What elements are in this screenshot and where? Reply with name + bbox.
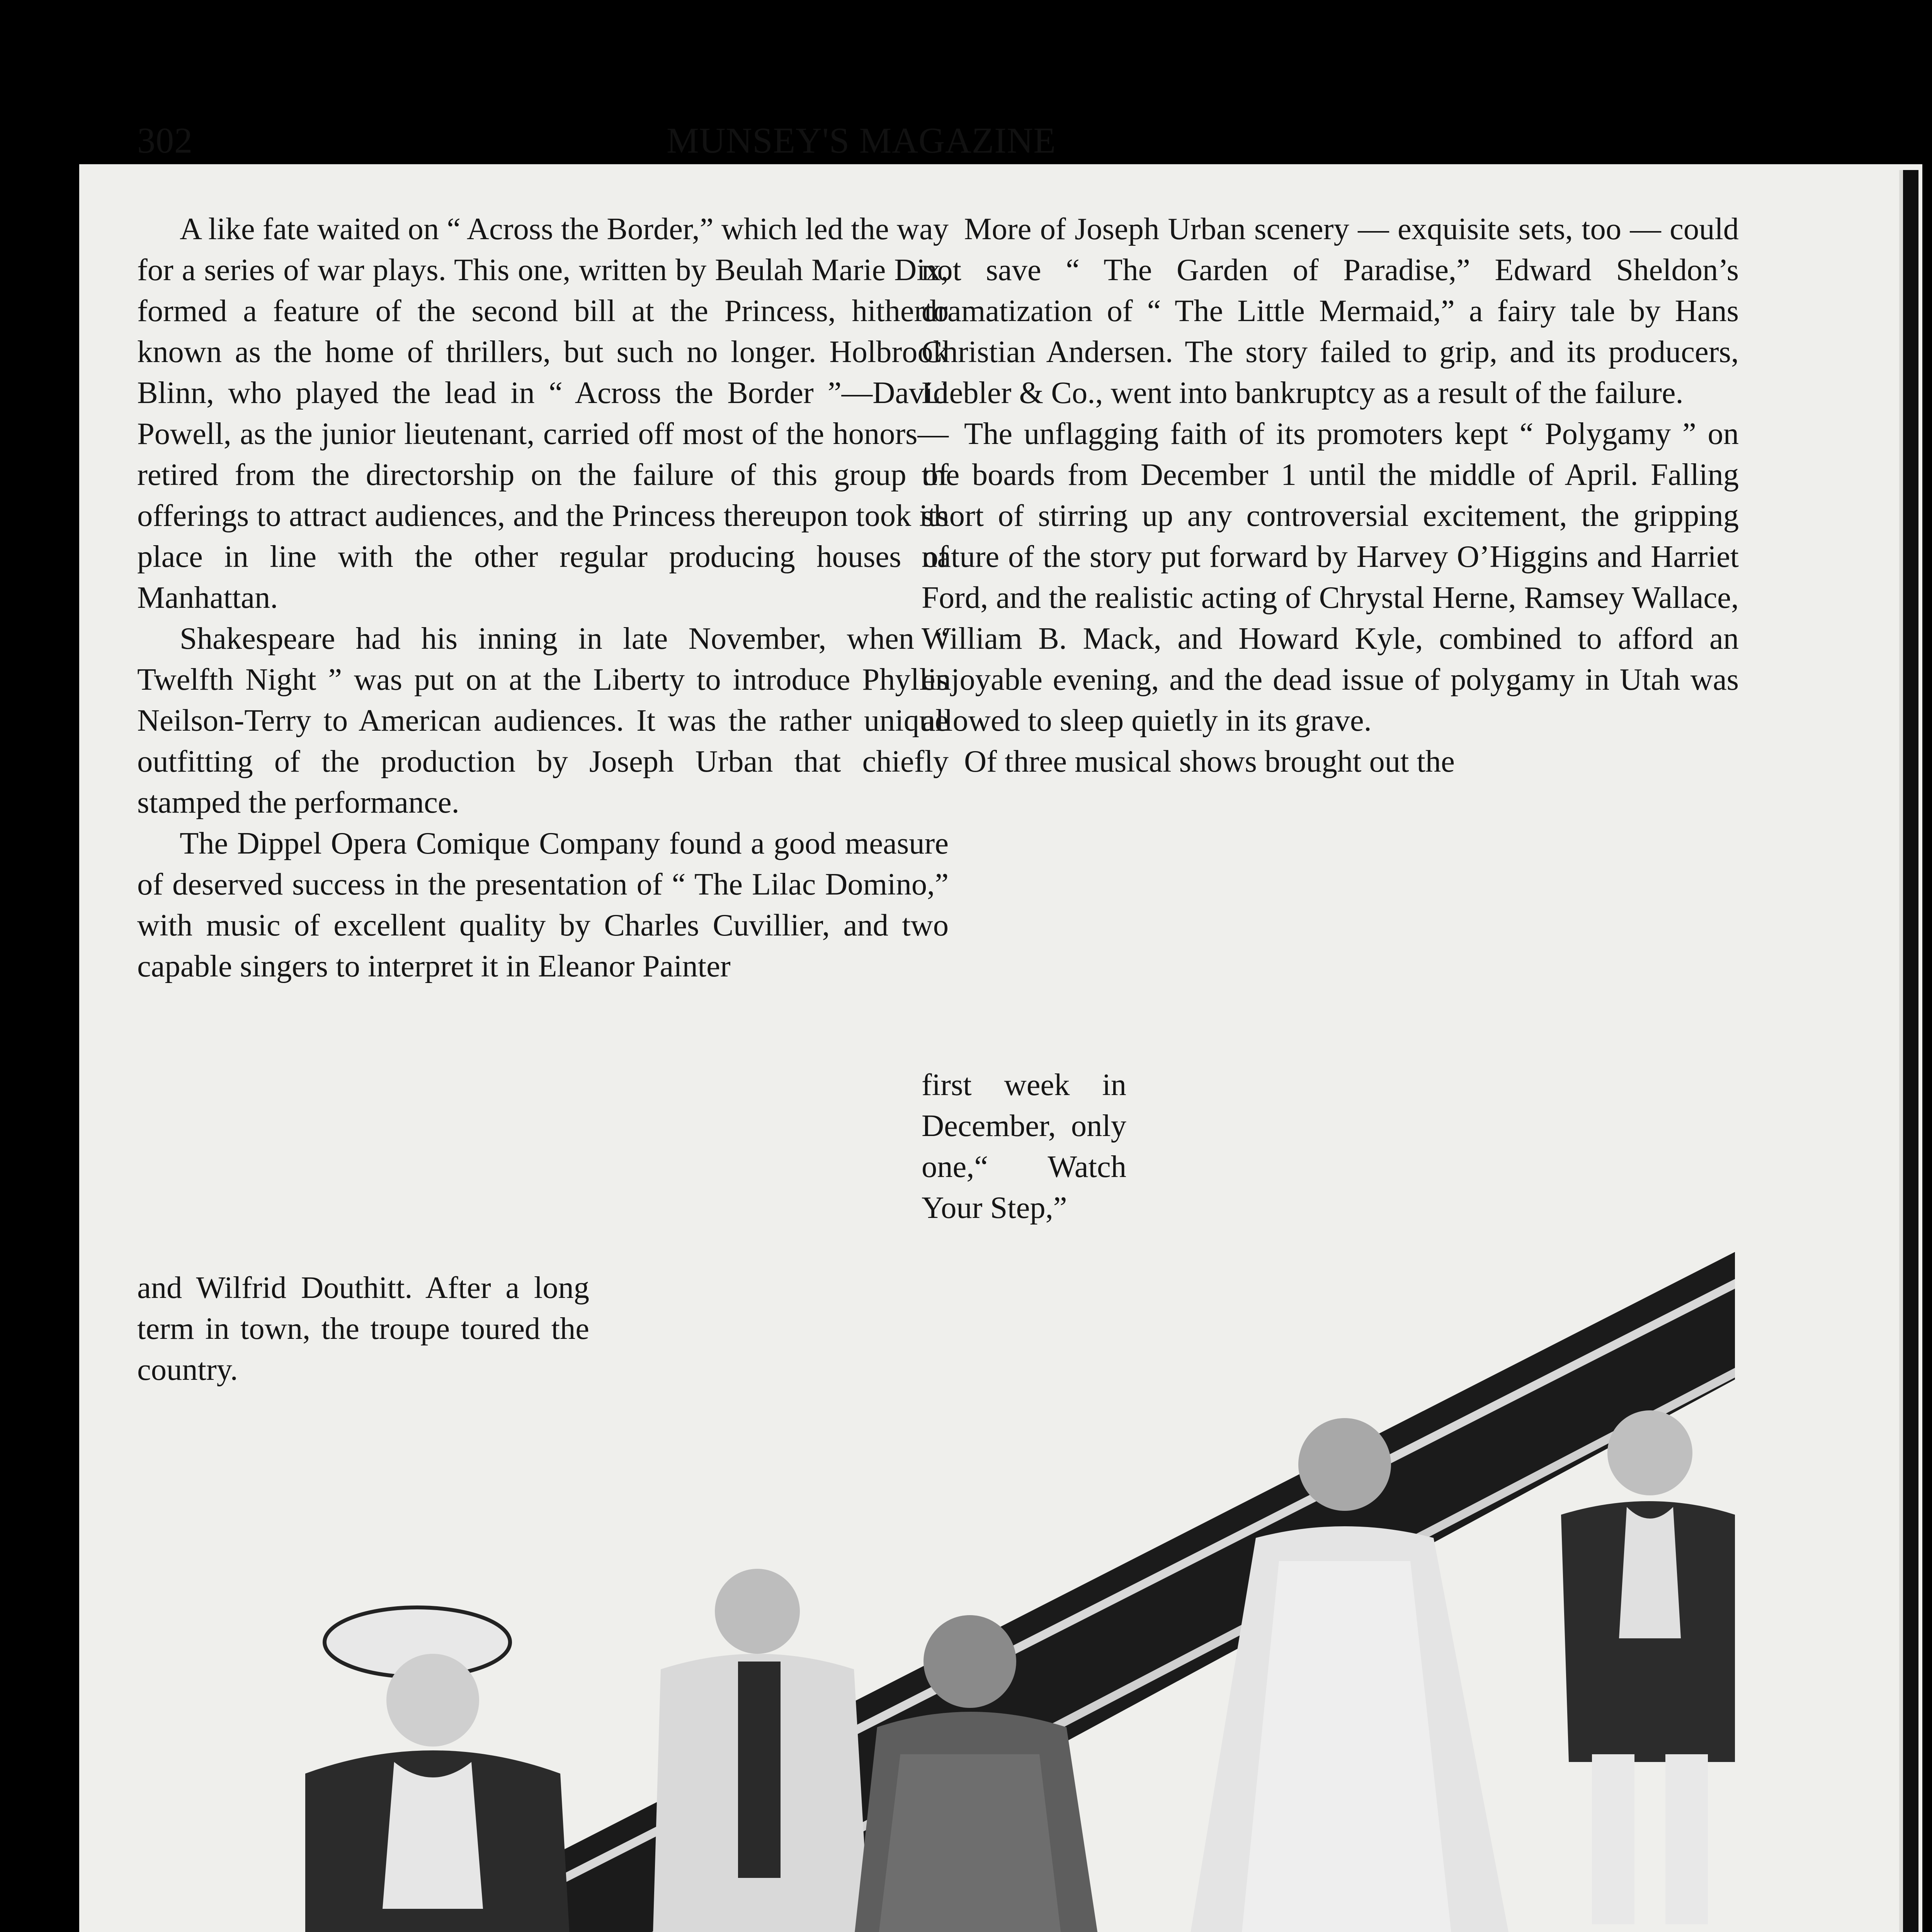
right-column xyxy=(922,209,1739,782)
paragraph-garden-of-paradise: More of Joseph Urban scenery — exquisite sets, too — could not save “ The Garden of Paradise,” Edward Sheldon’s dramatization of “ The Little Mermaid,” a fairy tale by Hans Christian Andersen. The story failed to grip, and its producers, Liebler & Co., went into bankruptcy as a result of the failure. xyxy=(922,212,1739,410)
paragraph-twelfth-night: Shakespeare had his inning in late November, when “ Twelfth Night ” was put on at the Liberty to introduce Phyllis Neilson-Terry to American audiences. It was the rather unique outfitting of the production by Joseph Urban that chiefly stamped the performance. xyxy=(137,621,949,820)
figure-eugene-obrien xyxy=(653,1569,869,1932)
page-number: 302 xyxy=(137,121,193,161)
paragraph-across-the-border: A like fate waited on “ Across the Border,” which led the way for a series of war plays. This one, written by Beulah Marie Dix, formed a feature of the second bill at the Princess, hitherto known as the home of thrillers, but such no longer. Holbrook Blinn, who played the lead in “ Across the Border ”—David Powell, as the junior lieutenant, carried off most of the honors—retired from the directorship on the failure of this group of offerings to attract audiences, and the Princess thereupon took its place in line with the other regular producing houses of Manhattan. xyxy=(137,212,949,615)
paragraph-polygamy: The unflagging faith of its promoters kept “ Polygamy ” on the boards from December 1 until the middle of April. Falling short of stirring up any controversial excitement, the gripping nature of the story put forward by Harvey O’Higgins and Harriet Ford, and the realistic acting of Chrystal Herne, Ramsey Wallace, William B. Mack, and Howard Kyle, combined to afford an enjoyable evening, and the dead issue of polygamy in Utah was allowed to sleep quietly in its grave. xyxy=(922,417,1739,738)
right-column-narrow xyxy=(922,1065,1126,1228)
cast-photograph xyxy=(236,1252,1735,1932)
paragraph-lilac-domino: The Dippel Opera Comique Company found a good measure of deserved success in the presentation of “ The Lilac Domino,” with music of excellent quality by Charles Cuvillier, and two capable singers to interpret it in Eleanor Painter xyxy=(137,826,949,983)
running-header: MUNSEY'S MAGAZINE xyxy=(667,121,1056,161)
figure-robert-warwick xyxy=(305,1607,576,1932)
left-column xyxy=(137,209,949,987)
paragraph-musical-shows: Of three musical shows brought out the xyxy=(964,744,1455,779)
paragraph-lilac-domino-end: and Wilfrid Douthitt. After a long term in town, the troupe toured the country. xyxy=(137,1270,589,1387)
page-binding-edge xyxy=(1899,170,1918,1932)
figure-nat-goodwin xyxy=(1561,1410,1735,1924)
paragraph-watch-your-step: first week in December, only one,“ Watch Your Step,” xyxy=(922,1068,1126,1225)
